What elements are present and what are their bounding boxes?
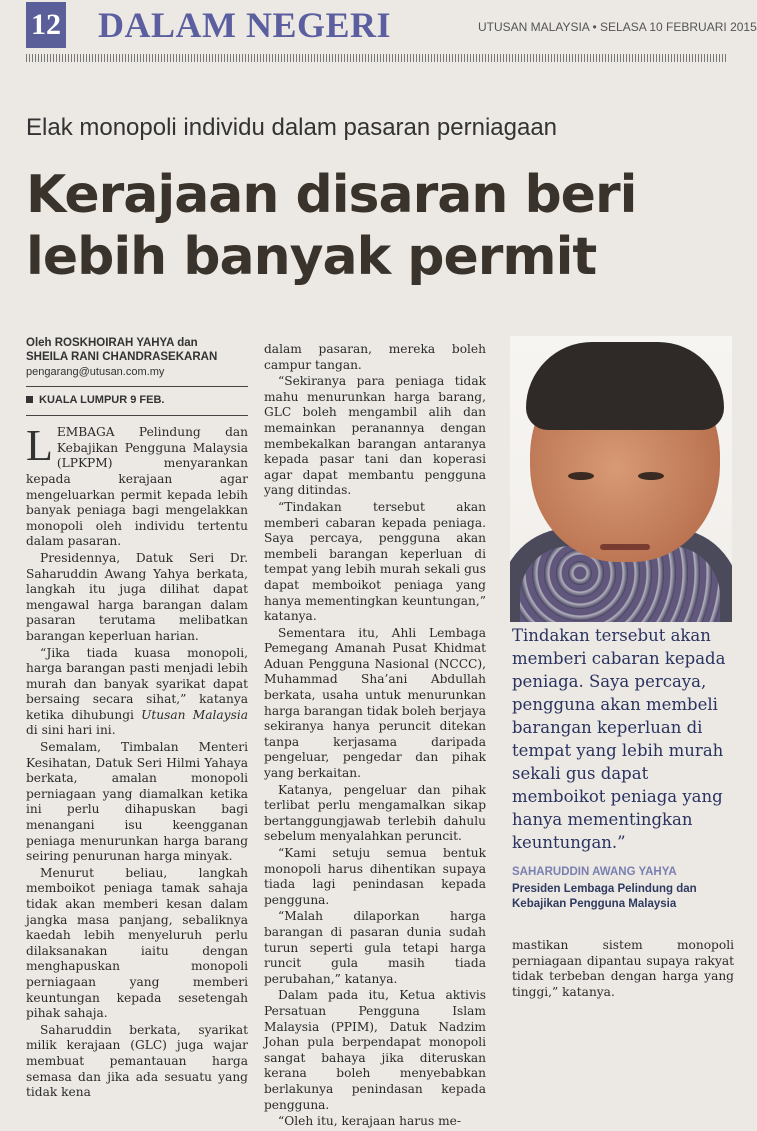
paragraph: “Sekiranya para peniaga tidak mahu menurunkan harga barang, GLC boleh mengambil alih dan memainkan peranannya dengan membekalkan barangan antaranya kepada pasar tani dan koperasi agar dapat membantu pengguna yang ditindas.	[264, 374, 486, 498]
dateline-location: KUALA LUMPUR 9 FEB.	[26, 393, 248, 409]
dateline: UTUSAN MALAYSIA • SELASA 10 FEBRUARI 2015	[478, 20, 757, 34]
byline-email: pengarang@utusan.com.my	[26, 366, 165, 378]
paragraph: mastikan sistem monopoli perniagaan dipantau supaya rakyat tidak terbeban dengan harga yang tinggi,” katanya.	[512, 938, 734, 999]
pull-quote: Tindakan tersebut akan memberi cabaran kepada peniaga. Saya percaya, pengguna akan membeli barangan keperluan di tempat yang lebih murah sekali gus dapat memboikot peniaga yang hanya mementingkan keuntungan.”	[512, 626, 726, 852]
paragraph: Dalam pada itu, Ketua aktivis Persatuan Pengguna Islam Malaysia (PPIM), Datuk Nadzim Johan pula berpendapat monopoli sangat bahaya jika diteruskan kerana boleh menyebabkan berlakunya penindasan kepada pengguna.	[264, 988, 486, 1112]
pull-quote-title: Presiden Lembaga Pelindung dan Kebajikan Pengguna Malaysia	[512, 883, 697, 910]
drop-cap: L	[26, 421, 53, 471]
byline-line-2: SHEILA RANI CHANDRASEKARAN	[26, 351, 218, 363]
paragraph-text: EMBAGA Pelindung dan Kebajikan Pengguna Malaysia (LPKPM) menyarankan kepada kerajaan agar mengeluarkan permit kepada lebih banyak peniaga bagi mengelakkan monopoli oleh individu tertentu dalam pasaran.	[26, 425, 248, 549]
paragraph: Katanya, pengeluar dan pihak terlibat perlu mengamalkan sikap bertanggungjawab terlebih dahulu sebelum menyalahkan peruncit.	[264, 782, 486, 844]
kicker: Elak monopoli individu dalam pasaran perniagaan	[26, 114, 558, 141]
paragraph: dalam pasaran, mereka boleh campur tangan.	[264, 342, 486, 372]
paragraph: “Oleh itu, kerajaan harus me-	[278, 1114, 461, 1129]
paragraph: “Tindakan tersebut akan memberi cabaran kepada peniaga. Saya percaya, pengguna akan membeli barangan keperluan di tempat yang lebih murah sekali gus dapat memboikot peniaga yang hanya mementingkan keuntungan,” katanya.	[264, 499, 486, 624]
paragraph: Presidennya, Datuk Seri Dr. Saharuddin Awang Yahya berkata, langkah itu juga dilihat dapat mengawal harga barangan dalam pasaran terutama melibatkan barangan keperluan harian.	[26, 550, 248, 643]
location-rule	[26, 415, 248, 416]
paragraph-text: “Jika tiada kuasa monopoli, harga barangan pasti menjadi lebih murah dan banyak syarikat dapat bersaing secara sihat,” katanya ketika dihubungi	[26, 645, 248, 722]
paragraph: “Kami setuju semua bentuk monopoli harus dihentikan supaya tiada lagi penindasan kepada pengguna.	[264, 846, 486, 907]
paragraph	[26, 421, 248, 550]
paragraph: Semalam, Timbalan Menteri Kesihatan, Datuk Seri Hilmi Yahaya berkata, amalan monopoli perniagaan yang diamalkan ketika ini perlu dihapuskan bagi menangani isu keengganan peniaga menurunkan harga barang seiring penurunan harga minyak.	[26, 740, 248, 864]
pull-quote-source	[512, 866, 742, 912]
page-number: 12	[26, 2, 66, 48]
article-column-1	[26, 336, 248, 1102]
byline-line-1: Oleh ROSKHOIRAH YAHYA dan	[26, 337, 198, 349]
paragraph	[26, 646, 248, 740]
article-column-2	[264, 342, 486, 1131]
paragraph: Saharuddin berkata, syarikat milik kerajaan (GLC) juga wajar membuat pemantauan harga semasa dan jika ada sesuatu yang tidak kena	[26, 1022, 248, 1100]
pull-quote-name: SAHARUDDIN AWANG YAHYA	[512, 866, 677, 878]
page-header	[0, 0, 757, 60]
paragraph-text: di sini hari ini.	[26, 723, 116, 738]
header-rule	[26, 54, 728, 62]
article-column-3	[512, 938, 734, 1001]
headline-line-2: lebih banyak permit	[26, 227, 597, 287]
paragraph: Sementara itu, Ahli Lembaga Pemegang Amanah Pusat Khidmat Aduan Pengguna Nasional (NCCC), Muhammad Sha’ani Abdullah berkata, usaha untuk menurunkan harga barangan tidak boleh berjaya sekiranya hanya peruncit ditekan tanpa kerjasama daripada pengeluar, pengedar dan pihak yang berkaitan.	[264, 625, 486, 781]
portrait-photo	[510, 336, 732, 622]
photo-hair	[526, 342, 724, 430]
headline	[26, 164, 726, 288]
paragraph: Menurut beliau, langkah memboikot peniaga tamak sahaja tidak akan memberi kesan dalam jangka masa panjang, sebaliknya kaedah lebih menyeluruh perlu dilaksanakan iaitu dengan menghapuskan monopoli perniagaan yang memberi keuntungan kepada sesetengah pihak sahaja.	[26, 865, 248, 1021]
photo-eye	[568, 472, 594, 480]
section-title: DALAM NEGERI	[98, 5, 392, 45]
headline-line-1: Kerajaan disaran beri	[26, 165, 637, 225]
paragraph: “Malah dilaporkan harga barangan di pasaran dunia sudah turun seperti gula tetapi harga runcit gula masih tiada perubahan,” katanya.	[264, 909, 486, 986]
photo-mouth	[600, 544, 650, 550]
byline-rule	[26, 386, 248, 387]
newspaper-name: Utusan Malaysia	[141, 707, 248, 722]
photo-eye	[638, 472, 664, 480]
